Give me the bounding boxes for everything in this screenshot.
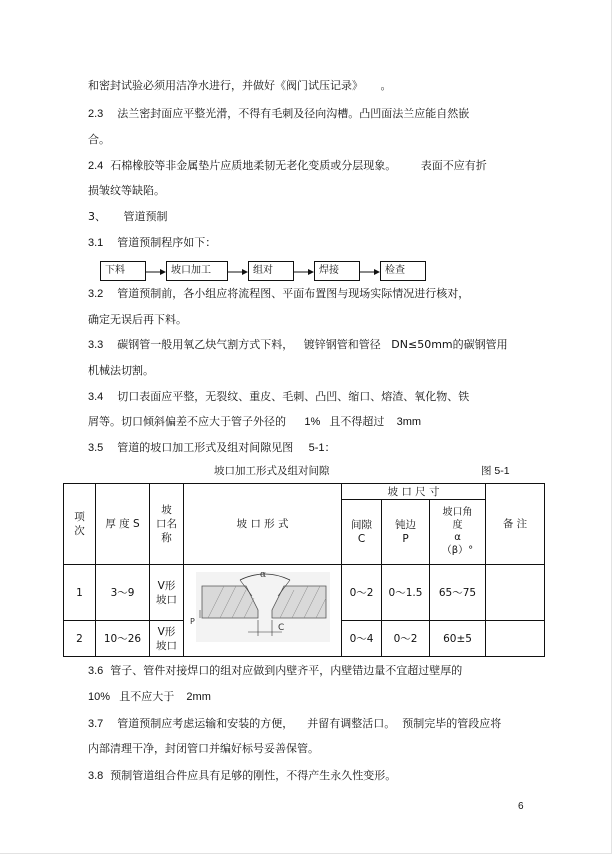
text-run: 。 <box>363 79 392 92</box>
text-run: 管子、管件对接焊口的组对应做到内壁齐平，内壁错边量不宜超过壁厚的 <box>103 664 463 677</box>
alpha-mark: α <box>259 569 266 580</box>
section-number: 3、 <box>88 210 106 223</box>
prefab-flowchart <box>0 261 612 285</box>
section-heading-3 <box>88 210 528 224</box>
header-item: 项 次 <box>64 484 96 565</box>
text-run: 管道预制应考虑运输和安装的方便， <box>103 717 294 730</box>
cell-angle: 60±5 <box>430 621 486 657</box>
text-run: 管道预制前，各小组应将流程图、平面布置图与现场实际情况进行核对， <box>103 287 470 300</box>
text-run: 预制管道组合件应具有足够的刚性，不得产生永久性变形。 <box>103 769 397 782</box>
text-run: 预制完毕的管段应将 <box>395 717 502 730</box>
paragraph-2-4-cont <box>88 184 528 198</box>
section-number: 3.6 <box>88 665 104 677</box>
v-groove-drawing <box>188 568 338 650</box>
text-run: 机械法切割。 <box>88 364 154 377</box>
paragraph-3-2-cont <box>88 313 528 327</box>
text-run: 且不应大于 2mm <box>110 691 211 703</box>
header-groove-size: 坡 口 尺 寸 <box>342 484 486 500</box>
section-number: 3.3 <box>88 339 104 351</box>
arrow-right-icon <box>294 267 314 277</box>
paragraph-3-7 <box>88 717 528 731</box>
text-run: 确定无误后再下料。 <box>88 313 187 326</box>
text-run: 10% <box>88 691 111 703</box>
arrow-right-icon <box>228 267 248 277</box>
cell-root-face: 0～1.5 <box>382 565 430 621</box>
arrow-right-icon <box>360 267 380 277</box>
root-mark: P <box>189 616 195 626</box>
cell-remark <box>486 565 545 621</box>
cell-remark <box>486 621 545 657</box>
paragraph-2-3 <box>88 107 528 121</box>
cell-root-face: 0～2 <box>382 621 430 657</box>
gap-mark: C <box>277 622 284 633</box>
text-run: 1% 且不得超过 3mm <box>286 416 422 428</box>
paragraph-3-8 <box>88 769 528 783</box>
paragraph-2-4 <box>88 159 528 173</box>
section-number: 3.4 <box>88 391 104 403</box>
header-thickness: 厚 度 S <box>96 484 150 565</box>
text-run: 切口表面应平整，无裂纹、重皮、毛刺、凸凹、缩口、熔渣、氧化物、铁 <box>103 390 470 403</box>
paragraph-3-2 <box>88 287 528 301</box>
text-run: 法兰密封面应平整光滑，不得有毛刺及径向沟槽。凸凹面法兰应能自然嵌 <box>103 107 470 120</box>
page-number: 6 <box>518 801 524 812</box>
flow-step-beveling: 坡口加工 <box>166 261 228 281</box>
text-run: 5-1： <box>293 442 336 454</box>
arrow-right-icon <box>146 267 166 277</box>
cell-gap: 0～4 <box>342 621 382 657</box>
header-gap: 间隙 C <box>342 500 382 565</box>
table-row <box>64 565 545 621</box>
text-run: 石棉橡胶等非金属垫片应质地柔韧无老化变质或分层现象。 <box>103 159 397 172</box>
text-run: 管道预制程序如下： <box>103 236 217 249</box>
header-groove-form: 坡 口 形 式 <box>184 484 342 565</box>
text-run: 管道的坡口加工形式及组对间隙见图 <box>103 441 294 454</box>
text-run: 和密封试验必须用洁净水进行，并做好《阀门试压记录》 <box>88 79 363 92</box>
paragraph-3-7-cont <box>88 742 528 756</box>
section-number: 3.7 <box>88 718 104 730</box>
cell-angle: 65～75 <box>430 565 486 621</box>
figure-title: 坡口加工形式及组对间隙 <box>214 465 330 477</box>
cell-groove-name: V形 坡口 <box>150 621 184 657</box>
header-root-face: 钝边 P <box>382 500 430 565</box>
flow-step-fitup: 组对 <box>248 261 294 281</box>
text-run: 内部清理干净，封闭管口并编好标号妥善保管。 <box>88 742 319 755</box>
paragraph-3-5 <box>88 441 528 455</box>
paragraph-3-4 <box>88 390 528 404</box>
cell-groove-name: V形 坡口 <box>150 565 184 621</box>
paragraph-3-4-cont <box>88 415 528 429</box>
section-number: 3.1 <box>88 237 104 249</box>
flow-step-welding: 焊接 <box>314 261 360 281</box>
figure-label: 图 5-1 <box>481 465 510 477</box>
groove-spec-table <box>63 483 545 657</box>
text-run: 并留有调整活口。 <box>293 717 396 730</box>
paragraph-3-1 <box>88 236 528 250</box>
text-run: 损皱纹等缺陷。 <box>88 184 165 197</box>
cell-item: 1 <box>64 565 96 621</box>
paragraph-2-2-cont <box>88 79 528 93</box>
section-number: 3.5 <box>88 442 104 454</box>
cell-thickness: 3～9 <box>96 565 150 621</box>
paragraph-3-3-cont <box>88 364 528 378</box>
text-run: 表面不应有折 <box>396 159 487 172</box>
section-title: 管道预制 <box>106 210 168 223</box>
flow-step-inspection: 检查 <box>380 261 426 281</box>
text-run: 碳钢管一般用氧乙炔气割方式下料， <box>103 338 294 351</box>
text-run: 镀锌钢管和管径 DN≤50mm的碳钢管用 <box>293 338 508 351</box>
paragraph-3-6 <box>88 664 528 678</box>
flow-step-cutting: 下料 <box>100 261 146 281</box>
header-angle: 坡口角 度 α （β）° <box>430 500 486 565</box>
cell-gap: 0～2 <box>342 565 382 621</box>
cell-item: 2 <box>64 621 96 657</box>
paragraph-2-3-cont <box>88 133 528 147</box>
header-groove-name: 坡 口名 称 <box>150 484 184 565</box>
section-number: 2.4 <box>88 160 104 172</box>
cell-thickness: 10～26 <box>96 621 150 657</box>
text-run: 屑等。切口倾斜偏差不应大于管子外径的 <box>88 415 286 428</box>
paragraph-3-3 <box>88 338 528 352</box>
section-number: 3.2 <box>88 288 104 300</box>
section-number: 3.8 <box>88 770 104 782</box>
paragraph-3-6-cont <box>88 690 528 704</box>
text-run: 合。 <box>88 133 110 146</box>
cell-groove-drawing <box>184 565 342 657</box>
header-remark: 备 注 <box>486 484 545 565</box>
section-number: 2.3 <box>88 108 104 120</box>
